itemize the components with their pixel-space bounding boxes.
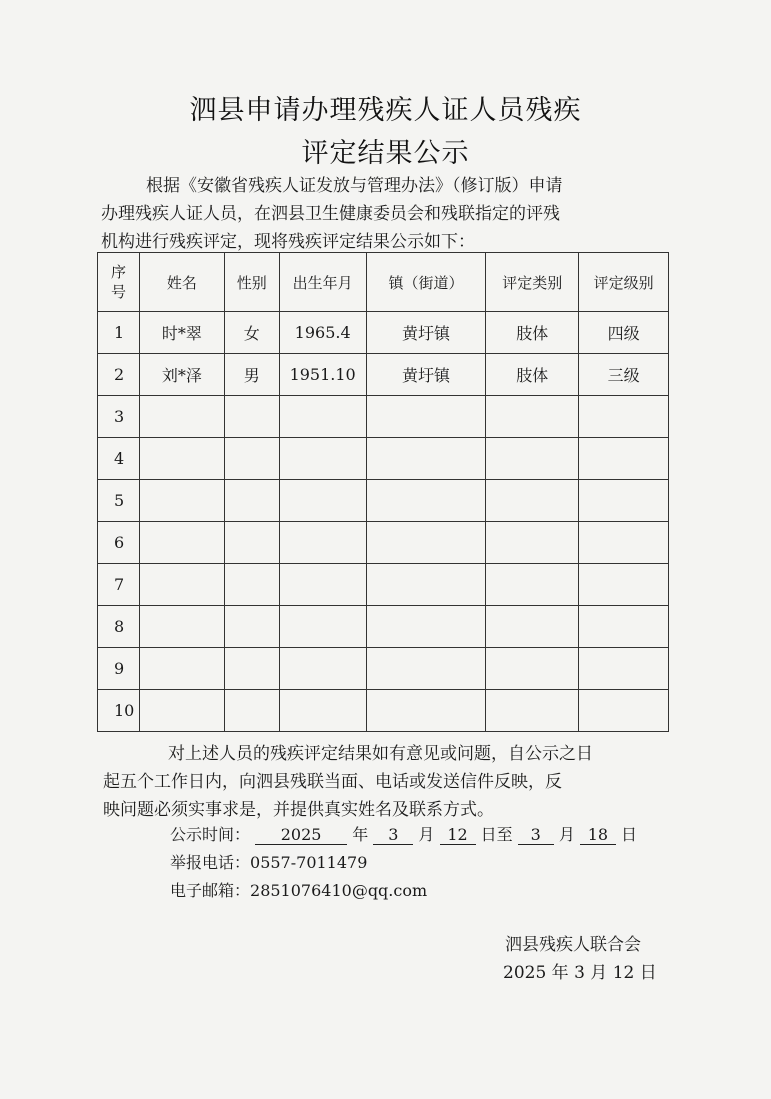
cell-gender <box>224 564 279 606</box>
cell-town: 黄圩镇 <box>366 354 486 396</box>
cell-seq: 6 <box>98 522 140 564</box>
cell-category <box>486 606 579 648</box>
header-gender: 性别 <box>224 253 279 312</box>
cell-category <box>486 690 579 732</box>
cell-gender <box>224 648 279 690</box>
period-line <box>170 822 637 845</box>
email-value: 2851076410@qq.com <box>250 881 428 900</box>
table-row <box>98 480 669 522</box>
cell-level <box>579 690 669 732</box>
cell-birth <box>279 480 366 522</box>
cell-gender <box>224 690 279 732</box>
table-body <box>98 312 669 732</box>
signature-date: 2025 年 3 月 12 日 <box>503 963 657 983</box>
cell-birth <box>279 606 366 648</box>
cell-gender <box>224 396 279 438</box>
cell-town <box>366 690 486 732</box>
cell-name <box>139 396 224 438</box>
table-header-row <box>98 253 669 312</box>
cell-birth <box>279 522 366 564</box>
period-end-day: 18 <box>580 825 616 845</box>
period-month-unit: 月 <box>418 825 435 844</box>
email-line <box>170 878 427 901</box>
cell-name <box>139 606 224 648</box>
cell-name <box>139 522 224 564</box>
cell-level <box>579 564 669 606</box>
cell-town <box>366 648 486 690</box>
intro-line-3: 机构进行残疾评定，现将残疾评定结果公示如下： <box>101 232 475 252</box>
cell-category <box>486 438 579 480</box>
cell-name <box>139 480 224 522</box>
cell-gender: 男 <box>224 354 279 396</box>
cell-birth <box>279 438 366 480</box>
cell-birth <box>279 690 366 732</box>
cell-level: 三级 <box>579 354 669 396</box>
notice-line-1: 对上述人员的残疾评定结果如有意见或问题，自公示之日 <box>168 744 593 764</box>
cell-level <box>579 522 669 564</box>
period-year: 2025 <box>255 825 347 845</box>
period-day-unit: 日 <box>621 825 638 844</box>
cell-seq: 10 <box>98 690 140 732</box>
cell-category <box>486 648 579 690</box>
notice-line-2: 起五个工作日内，向泗县残联当面、电话或发送信件反映，反 <box>103 772 562 792</box>
cell-name: 刘*泽 <box>139 354 224 396</box>
header-seq: 序 号 <box>98 253 140 312</box>
cell-gender <box>224 606 279 648</box>
period-label: 公示时间： <box>170 825 251 844</box>
cell-category: 肢体 <box>486 354 579 396</box>
header-town: 镇（街道） <box>366 253 486 312</box>
phone-label: 举报电话： <box>170 853 251 872</box>
email-label: 电子邮箱： <box>170 881 251 900</box>
cell-level <box>579 396 669 438</box>
period-end-month: 3 <box>518 825 554 845</box>
cell-town <box>366 564 486 606</box>
cell-seq: 3 <box>98 396 140 438</box>
cell-seq: 2 <box>98 354 140 396</box>
cell-level <box>579 438 669 480</box>
cell-category: 肢体 <box>486 312 579 354</box>
period-day-to: 日至 <box>480 825 513 844</box>
period-start-day: 12 <box>440 825 476 845</box>
header-level: 评定级别 <box>579 253 669 312</box>
cell-gender <box>224 522 279 564</box>
cell-name <box>139 438 224 480</box>
signature-org: 泗县残疾人联合会 <box>505 935 641 955</box>
cell-category <box>486 564 579 606</box>
cell-seq: 8 <box>98 606 140 648</box>
cell-town <box>366 480 486 522</box>
cell-birth <box>279 648 366 690</box>
cell-gender <box>224 438 279 480</box>
cell-birth <box>279 564 366 606</box>
table-row <box>98 354 669 396</box>
cell-name <box>139 690 224 732</box>
period-start-month: 3 <box>373 825 413 845</box>
cell-category <box>486 396 579 438</box>
header-category: 评定类别 <box>486 253 579 312</box>
table-row <box>98 396 669 438</box>
period-month-unit-2: 月 <box>558 825 575 844</box>
table-row <box>98 606 669 648</box>
header-name: 姓名 <box>139 253 224 312</box>
cell-town <box>366 396 486 438</box>
cell-birth: 1965.4 <box>279 312 366 354</box>
intro-line-1: 根据《安徽省残疾人证发放与管理办法》（修订版）申请 <box>146 176 563 196</box>
table-row <box>98 522 669 564</box>
table-row <box>98 690 669 732</box>
cell-town <box>366 606 486 648</box>
cell-town: 黄圩镇 <box>366 312 486 354</box>
title-line-2: 评定结果公示 <box>301 138 470 169</box>
phone-line <box>170 850 367 873</box>
cell-level <box>579 606 669 648</box>
cell-town <box>366 522 486 564</box>
intro-line-2: 办理残疾人证人员，在泗县卫生健康委员会和残联指定的评残 <box>101 204 560 224</box>
cell-category <box>486 522 579 564</box>
results-table <box>97 252 669 732</box>
phone-value: 0557-7011479 <box>250 853 368 872</box>
table-row <box>98 312 669 354</box>
cell-name: 时*翠 <box>139 312 224 354</box>
cell-level: 四级 <box>579 312 669 354</box>
notice-line-3: 映问题必须实事求是，并提供真实姓名及联系方式。 <box>103 800 494 820</box>
cell-level <box>579 480 669 522</box>
cell-birth <box>279 396 366 438</box>
table-row <box>98 648 669 690</box>
cell-category <box>486 480 579 522</box>
cell-town <box>366 438 486 480</box>
header-birth: 出生年月 <box>279 253 366 312</box>
title-line-1: 泗县申请办理残疾人证人员残疾 <box>189 95 582 126</box>
table-row <box>98 564 669 606</box>
cell-birth: 1951.10 <box>279 354 366 396</box>
cell-seq: 9 <box>98 648 140 690</box>
cell-name <box>139 564 224 606</box>
cell-name <box>139 648 224 690</box>
cell-gender: 女 <box>224 312 279 354</box>
cell-seq: 4 <box>98 438 140 480</box>
cell-seq: 7 <box>98 564 140 606</box>
cell-seq: 1 <box>98 312 140 354</box>
cell-level <box>579 648 669 690</box>
period-year-unit: 年 <box>352 825 369 844</box>
table-row <box>98 438 669 480</box>
cell-gender <box>224 480 279 522</box>
cell-seq: 5 <box>98 480 140 522</box>
